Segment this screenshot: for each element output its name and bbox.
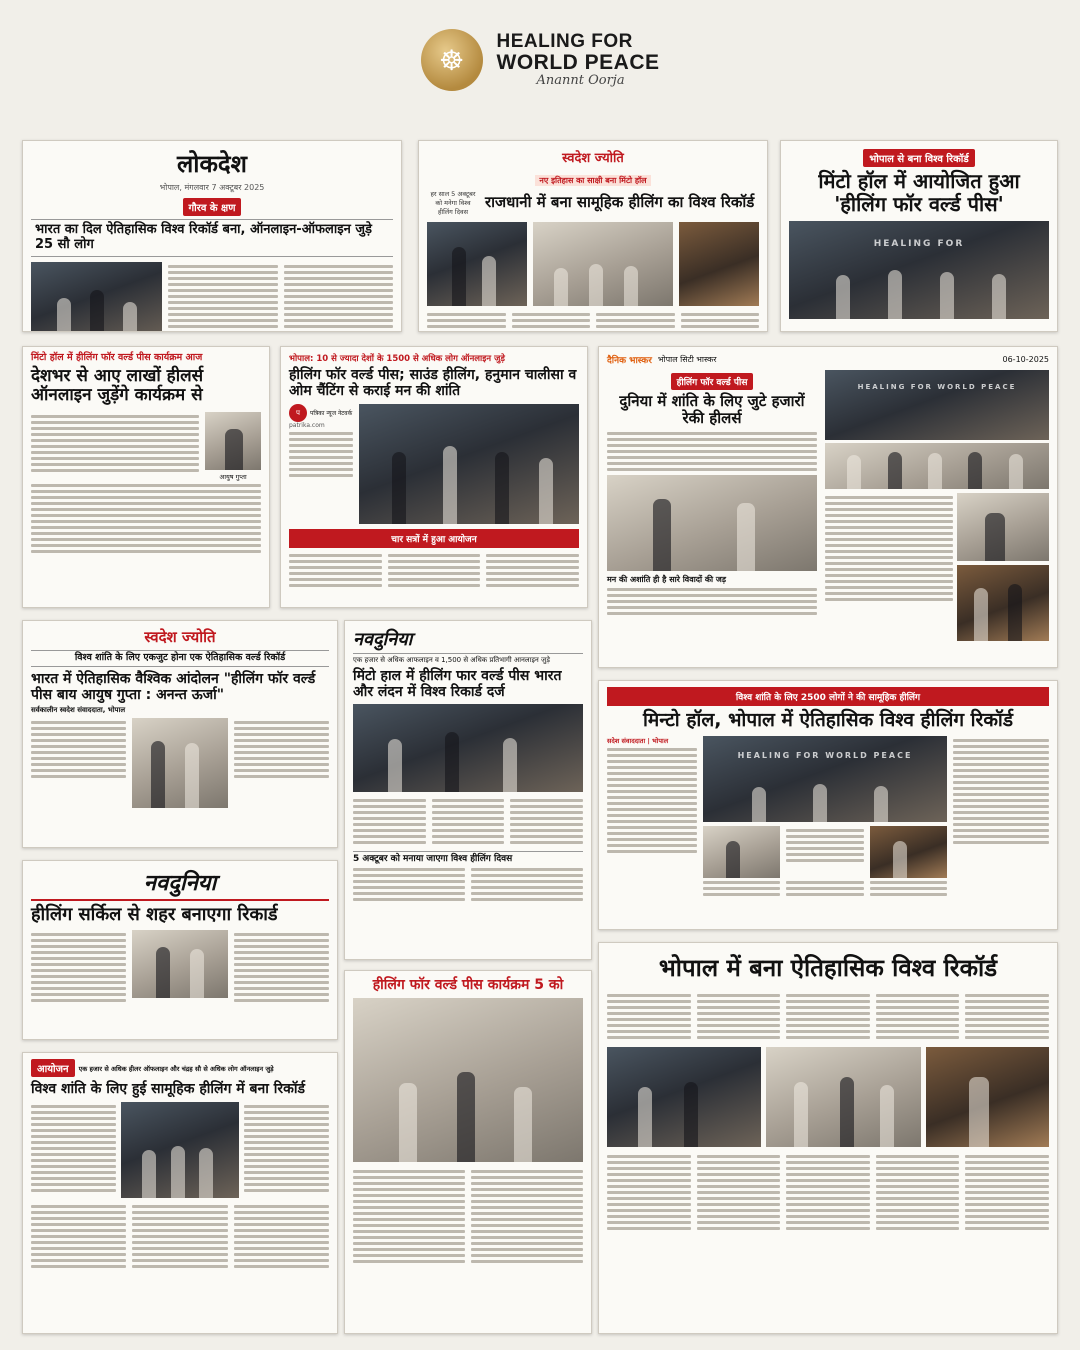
clip-karyakram <box>344 970 592 1334</box>
stage-photo <box>353 998 583 1162</box>
headline: विश्व शांति के लिए हुई सामूहिक हीलिंग में बना रिकॉर्ड <box>31 1081 305 1097</box>
date: 06-10-2025 <box>1002 355 1049 364</box>
kicker-badge: आयोजन <box>31 1059 75 1077</box>
headline: भोपाल में बना ऐतिहासिक विश्व रिकॉर्ड <box>658 954 998 982</box>
kicker-line: भोपाल: 10 से ज्यादा देशों के 1500 से अधिक लोग ऑनलाइन जुड़े <box>289 354 505 364</box>
brand-line2: WORLD PEACE <box>496 51 660 75</box>
headline-line1: मिंटो हॉल में आयोजित हुआ <box>818 169 1020 193</box>
award-photo <box>353 704 583 792</box>
photo-banner: HEALING FOR WORLD PEACE <box>857 382 1017 391</box>
headline: दुनिया में शांति के लिए जुटे हजारों रेकी हीलर्स <box>619 392 805 428</box>
kicker-badge: भोपाल से बना विश्व रिकॉर्ड <box>863 149 974 167</box>
headline: मिन्टो हॉल, भोपाल में ऐतिहासिक विश्व हीलिंग रिकॉर्ड <box>642 709 1014 731</box>
source: पत्रिका न्यूज नेटवर्क <box>310 410 353 418</box>
clip-healers <box>22 346 270 608</box>
brand-text <box>497 32 660 88</box>
clip-lokdesh <box>22 140 402 332</box>
clip-patrika <box>280 346 588 608</box>
article-body-lower <box>31 484 261 553</box>
award-photo <box>359 404 579 524</box>
tagline: नए इतिहास का साक्षी बना मिंटो हॉल <box>535 175 650 186</box>
clip-bhopal-bana <box>598 942 1058 1334</box>
clip-swadesh-mid <box>22 620 338 848</box>
brand-signature: Anannt Oorja <box>536 73 625 89</box>
edition: भोपाल सिटी भास्कर <box>657 355 717 364</box>
clip-naidunia-bottom <box>22 860 338 1040</box>
photo-caption: आयुष गुप्ता <box>219 473 247 482</box>
clip-naidunia-mid <box>344 620 592 960</box>
stage-photo <box>121 1102 240 1198</box>
article-body <box>31 412 199 481</box>
tagline: विश्व शांति के लिए एकजुट होना एक ऐतिहासिक वर्ल्ड रिकॉर्ड <box>31 650 329 667</box>
portrait-photo <box>132 930 227 998</box>
subhead: 5 अक्टूबर को मनाया जाएगा विश्व हीलिंग दिवस <box>353 851 583 864</box>
masthead-swadesh: स्वदेश ज्योति <box>144 628 216 646</box>
headline-text: हीलिंग फॉर वर्ल्ड पीस कार्यक्रम 5 को <box>372 977 564 993</box>
audience-photo <box>679 222 759 306</box>
edition-line: भोपाल, मंगलवार 7 अक्टूबर 2025 <box>159 183 265 192</box>
stage-photo <box>703 736 947 822</box>
article-body-col2 <box>284 262 393 332</box>
quote-heading: मन की अशांति ही है सारे विवादों की जड़ <box>607 574 727 584</box>
tagline-bar: विश्व शांति के लिए 2500 लोगों ने की सामूहिक हीलिंग <box>607 687 1049 706</box>
felicitation-photo <box>957 565 1049 641</box>
article-body <box>607 432 817 471</box>
byline: सर्वकालीन स्वदेश संवाददाता, भोपाल <box>31 706 126 715</box>
subsection-bar: चार सत्रों में हुआ आयोजन <box>289 529 579 548</box>
tagline: एक हजार से अधिक आफलाइन व 1,500 से अधिक प्रतिभागी आनलाइन जुड़े <box>353 653 583 665</box>
clip-aayojan <box>22 1052 338 1334</box>
kicker-badge: हीलिंग फॉर वर्ल्ड पीस <box>671 373 754 390</box>
award-photo <box>607 1047 761 1147</box>
brand-header <box>0 0 1080 120</box>
clip-swadesh-top <box>418 140 768 332</box>
headline-line2: 'हीलिंग फॉर वर्ल्ड पीस' <box>834 192 1004 216</box>
portrait-photo <box>957 493 1049 561</box>
photo-banner: HEALING FOR WORLD PEACE <box>737 751 913 761</box>
speaker-photo <box>607 475 817 571</box>
stage-photo <box>789 221 1049 319</box>
headline: हीलिंग सर्किल से शहर बनाएगा रिकार्ड <box>31 904 278 925</box>
site: patrika.com <box>289 422 325 430</box>
headline: मिंटो हाल में हीलिंग फार वर्ल्ड पीस भारत और लंदन में विश्व रिकार्ड दर्ज <box>353 668 562 701</box>
headline: हीलिंग फॉर वर्ल्ड पीस; साउंड हीलिंग, हनुमान चालीसा व ओम चैंटिंग से कराई मन की शांति <box>289 367 577 400</box>
kicker-badge: गौरव के क्षण <box>183 198 242 216</box>
clip-vishwa-shanti <box>598 680 1058 930</box>
clip-bhopal-record <box>780 140 1058 332</box>
byline: सदेश संवाददाता | भोपाल <box>607 736 669 745</box>
masthead-lokdesh: लोकदेश <box>177 149 247 178</box>
masthead-bhaskar: दैनिक भास्कर <box>607 356 652 366</box>
kicker-line: मिंटो हॉल में हीलिंग फॉर वर्ल्ड पीस कार्यक्रम आज <box>31 352 203 363</box>
brand-line1: HEALING FOR <box>496 31 633 53</box>
headline: देशभर से आए लाखों हीलर्स ऑनलाइन जुड़ेंगे कार्यक्रम से <box>31 365 204 406</box>
award-photo <box>427 222 527 306</box>
side-note: हर साल 5 अक्टूबर को मनेगा विश्व हीलिंग दिवस <box>430 190 476 216</box>
stage-photo <box>533 222 673 306</box>
event-photo <box>31 262 162 332</box>
ceremony-photo <box>870 826 947 878</box>
group-photo <box>766 1047 920 1147</box>
lotus-figure-icon: ☸ <box>421 29 483 91</box>
headline <box>353 977 583 993</box>
group-photo <box>703 826 780 878</box>
portrait-photo <box>132 718 227 808</box>
article-body <box>168 262 277 332</box>
masthead-naidunia: नवदुनिया <box>143 870 217 896</box>
article-body-right <box>825 493 953 641</box>
masthead-naidunia: नवदुनिया <box>353 629 413 650</box>
portrait-photo <box>926 1047 1049 1147</box>
masthead-swadesh: स्वदेश ज्योति <box>562 151 624 166</box>
headline: भारत में ऐतिहासिक वैश्विक आंदोलन "हीलिंग फॉर वर्ल्ड पीस बाय आयुष गुप्ता : अनन्त ऊर्जा" <box>31 670 316 704</box>
patrika-logo-icon: प <box>289 404 307 422</box>
headline: राजधानी में बना सामूहिक हीलिंग का विश्व रिकॉर्ड <box>485 192 755 211</box>
headline: भारत का दिल ऐतिहासिक विश्व रिकॉर्ड बना, ऑनलाइन-ऑफलाइन जुड़े 25 सौ लोग <box>31 219 393 257</box>
portrait-photo <box>205 412 261 470</box>
stage-photo <box>825 370 1049 440</box>
tagline: एक हजार से अधिक हीलर ऑफलाइन और चंद्रह सौ से अधिक लोग ऑनलाइन जुड़े <box>78 1064 274 1073</box>
group-photo <box>825 443 1049 489</box>
photo-banner: HEALING FOR <box>873 238 965 249</box>
clip-bhaskar <box>598 346 1058 668</box>
